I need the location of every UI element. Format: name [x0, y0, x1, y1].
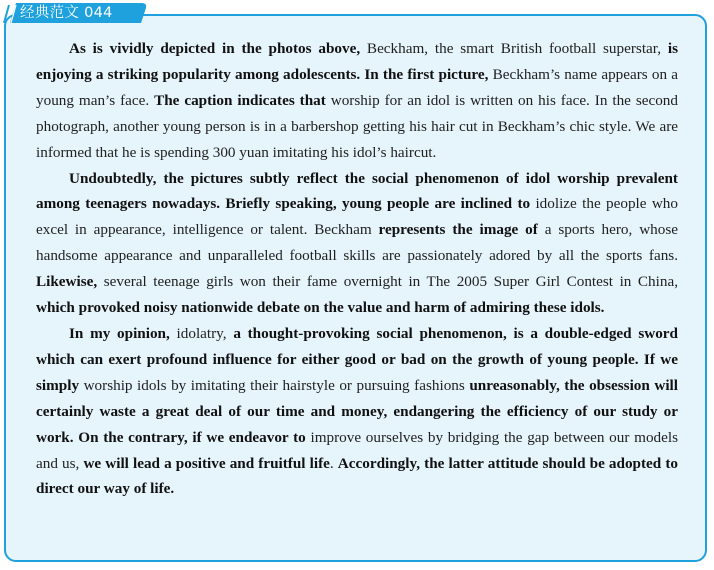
- bold-phrase: represents the image of: [378, 221, 538, 239]
- text-run: .: [329, 454, 338, 472]
- text-run: idolize the people who excel in appearance, intelligence or talent. Beckham: [36, 195, 678, 239]
- bold-phrase: unreasonably, the obsession will certainly waste a great deal of our time and money, endangering the efficiency of our study or work. On the contrary, if we endeavor to: [36, 376, 678, 446]
- essay-number-label: 经典范文 044: [20, 5, 113, 21]
- text-run: worship for an idol is written on his face. In the second photograph, another young person is in a barbershop getting his hair cut in Beckham’s chic style. We are informed that he is spending 300 yuan imitating his idol’s haircut.: [36, 91, 678, 161]
- essay-body: [36, 36, 678, 502]
- text-run: worship idols by imitating their hairstyle or pursuing fashions: [79, 376, 470, 394]
- text-run: idolatry,: [169, 324, 234, 342]
- bold-phrase: Undoubtedly, the pictures subtly reflect the social phenomenon of idol worship prevalent among teenagers nowadays. Briefly speaking, young people are inclined to: [36, 169, 678, 213]
- bold-phrase: Accordingly, the latter attitude should be adopted to direct our way of life.: [36, 454, 679, 498]
- essay-paragraph: [36, 36, 678, 166]
- bold-phrase: is enjoying a striking popularity among adolescents. In the first picture,: [36, 40, 678, 83]
- essay-paragraph: [36, 321, 678, 502]
- bold-phrase: Likewise,: [36, 273, 98, 291]
- essay-number-tab: [2, 2, 148, 24]
- bold-phrase: a thought-provoking social phenomenon, is a double-edged sword which can exert profound influence for either good or bad on the growth of young people. If we simply: [36, 324, 678, 394]
- bold-phrase: As is vividly depicted in the photos above,: [69, 40, 361, 57]
- text-run: a sports hero, whose handsome appearance and unparalleled football skills are passionately adored by all the sports fans.: [36, 221, 678, 265]
- text-run: several teenage girls won their fame overnight in The 2005 Super Girl Contest in China,: [97, 273, 678, 291]
- bold-phrase: The caption indicates that: [154, 91, 326, 109]
- bold-phrase: In my opinion,: [69, 324, 170, 342]
- text-run: Beckham’s name appears on a young man’s face.: [36, 65, 678, 109]
- essay-paragraph: [36, 166, 678, 321]
- text-run: improve ourselves by bridging the gap between our models and us,: [36, 428, 678, 472]
- bold-phrase: which provoked noisy nationwide debate on the value and harm of admiring these idols.: [36, 299, 605, 317]
- bold-phrase: we will lead a positive and fruitful life: [83, 454, 330, 472]
- text-run: Beckham, the smart British football superstar,: [360, 40, 668, 57]
